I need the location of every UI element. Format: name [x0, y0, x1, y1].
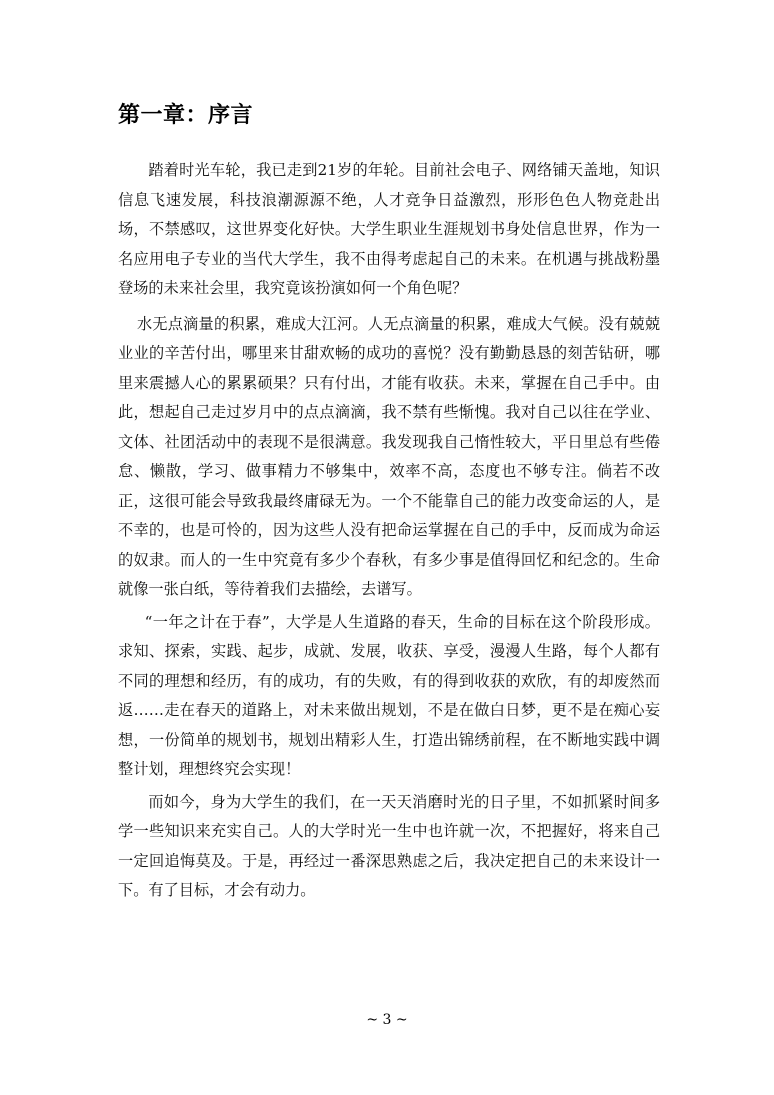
body-text: [118, 156, 660, 906]
paragraph-intro: 踏着时光车轮，我已走到21岁的年轮。目前社会电子、网络铺天盖地，知识信息飞速发展，科技浪潮源源不绝，人才竞争日益激烈，形形色色人物竞赴出场，不禁感叹，这世界变化好快。大学生职业生涯规划书身处信息世界，作为一名应用电子专业的当代大学生，我不由得考虑起自己的未来。在机遇与挑战粉墨登场的未来社会里，我究竟该扮演如何一个角色呢？: [118, 161, 660, 297]
page-number: ~ 3 ~: [366, 1012, 408, 1028]
paragraph-conclusion: 而如今，身为大学生的我们，在一天天消磨时光的日子里，不如抓紧时间多学一些知识来充实自己。人的大学时光一生中也许就一次，不把握好，将来自己一定回追悔莫及。于是，再经过一番深思熟虑之后，我决定把自己的未来设计一下。有了目标，才会有动力。: [118, 792, 660, 899]
chapter-title: 第一章：序言: [118, 103, 254, 128]
paragraph-accumulation: 水无点滴量的积累，难成大江河。人无点滴量的积累，难成大气候。没有兢兢业业的辛苦付出，哪里来甘甜欢畅的成功的喜悦？没有勤勤恳恳的刻苦钻研，哪里来震撼人心的累累硕果？只有付出，才能有收获。未来，掌握在自己手中。由此，想起自己走过岁月中的点点滴滴，我不禁有些惭愧。我对自己以往在学业、文体、社团活动中的表现不是很满意。我发现我自己惰性较大，平日里总有些倦怠、懒散，学习、做事精力不够集中，效率不高，态度也不够专注。倘若不改正，这很可能会导致我最终庸碌无为。一个不能靠自己的能力改变命运的人，是不幸的，也是可怜的，因为这些人没有把命运掌握在自己的手中，反而成为命运的奴隶。而人的一生中究竟有多少个春秋，有多少事是值得回忆和纪念的。生命就像一张白纸，等待着我们去描绘，去谱写。: [118, 314, 660, 598]
paragraph-spring: “一年之计在于春”，大学是人生道路的春天，生命的目标在这个阶段形成。求知、探索，实践、起步，成就、发展，收获、享受，漫漫人生路，每个人都有不同的理想和经历，有的成功，有的失败，有的得到收获的欢欣，有的却废然而返……走在春天的道路上，对未来做出规划，不是在做白日梦，更不是在痴心妄想，一份简单的规划书，规划出精彩人生，打造出锦绣前程，在不断地实践中调整计划，理想终究会实现！: [118, 612, 660, 778]
